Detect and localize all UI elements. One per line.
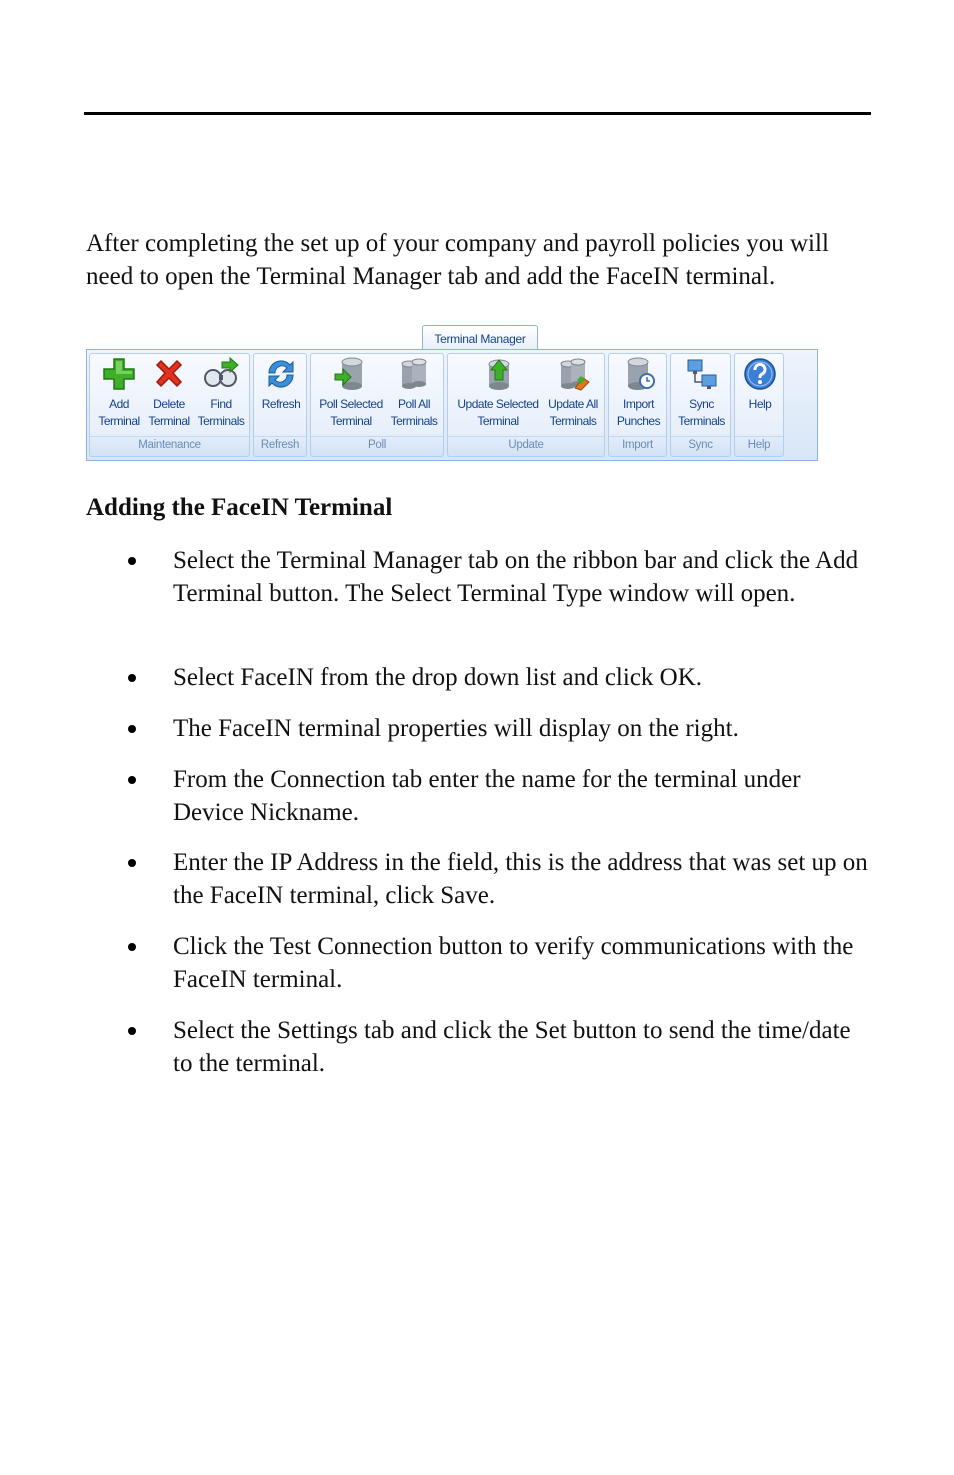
list-item-text: Click the Test Connection button to verify communications with the FaceIN terminal. bbox=[173, 933, 854, 993]
group-label: Help bbox=[747, 439, 771, 451]
import-punches-button[interactable] bbox=[611, 356, 666, 434]
network-icon bbox=[684, 356, 720, 392]
bullet bbox=[128, 557, 136, 565]
button-label: Help bbox=[748, 397, 772, 411]
list-item-text: The FaceIN terminal properties will display on the right. bbox=[173, 715, 739, 742]
database-icon bbox=[396, 356, 432, 392]
ribbon-bar bbox=[86, 349, 818, 461]
refresh-button[interactable] bbox=[256, 356, 306, 434]
bullet bbox=[128, 943, 136, 951]
list-item-text: Select the Terminal Manager tab on the ribbon bar and click the Add Terminal button. The Select Terminal Type window will open. bbox=[173, 547, 859, 607]
button-label: Update All Terminals bbox=[548, 397, 598, 428]
help-icon bbox=[742, 356, 778, 392]
group-poll bbox=[310, 353, 444, 457]
button-label: Poll All Terminals bbox=[390, 397, 438, 428]
button-label: Update Selected Terminal bbox=[457, 397, 539, 428]
button-label: Sync Terminals bbox=[678, 397, 725, 428]
group-sync bbox=[670, 353, 731, 457]
group-refresh bbox=[253, 353, 307, 457]
button-label: Refresh bbox=[261, 397, 301, 411]
update-all-terminals-button[interactable] bbox=[544, 356, 602, 434]
database-icon bbox=[333, 356, 369, 392]
help-button[interactable] bbox=[737, 356, 783, 434]
group-label: Poll bbox=[368, 439, 386, 451]
update-selected-terminal-button[interactable] bbox=[452, 356, 544, 434]
button-label: Find Terminals bbox=[197, 397, 245, 428]
list-item bbox=[173, 930, 868, 996]
bullet bbox=[128, 674, 136, 682]
delete-icon bbox=[151, 356, 187, 392]
header-rule bbox=[84, 112, 871, 115]
find-terminals-button[interactable] bbox=[194, 356, 248, 434]
refresh-icon bbox=[263, 356, 299, 392]
group-import bbox=[608, 353, 667, 457]
group-label: Import bbox=[622, 439, 653, 451]
group-label: Refresh bbox=[260, 439, 300, 451]
group-label: Sync bbox=[688, 439, 713, 451]
group-update bbox=[447, 353, 605, 457]
sync-terminals-button[interactable] bbox=[673, 356, 730, 434]
group-label: Maintenance bbox=[138, 439, 201, 451]
list-item bbox=[173, 544, 868, 610]
button-label: Delete Terminal bbox=[148, 397, 190, 428]
intro-paragraph: After completing the set up of your company and payroll policies you will need to open the Terminal Manager tab and add the FaceIN terminal. bbox=[86, 230, 829, 290]
button-label: Import Punches bbox=[616, 397, 661, 428]
button-label: Poll Selected Terminal bbox=[319, 397, 383, 428]
list-item-text: Enter the IP Address in the field, this is the address that was set up on the FaceIN terminal, click Save. bbox=[173, 849, 868, 909]
database-icon bbox=[480, 356, 516, 392]
group-maintenance bbox=[89, 353, 250, 457]
database-icon bbox=[555, 356, 591, 392]
add-icon bbox=[101, 356, 137, 392]
group-help bbox=[734, 353, 784, 457]
bullet bbox=[128, 776, 136, 784]
group-label: Update bbox=[508, 439, 544, 451]
list-item-text: Select the Settings tab and click the Set button to send the time/date to the terminal. bbox=[173, 1017, 851, 1077]
ribbon-screenshot bbox=[86, 325, 820, 463]
poll-selected-terminal-button[interactable] bbox=[315, 356, 387, 434]
bullet bbox=[128, 1027, 136, 1035]
tab-terminal-manager[interactable]: Terminal Manager bbox=[422, 325, 538, 351]
list-item bbox=[173, 846, 868, 912]
delete-terminal-button[interactable] bbox=[144, 356, 194, 434]
section-heading: Adding the FaceIN Terminal bbox=[86, 494, 393, 521]
add-terminal-button[interactable] bbox=[94, 356, 144, 434]
list-item-text: From the Connection tab enter the name for the terminal under Device Nickname. bbox=[173, 766, 801, 826]
bullet bbox=[128, 859, 136, 867]
list-item-text: Select FaceIN from the drop down list and click OK. bbox=[173, 664, 703, 691]
list-item bbox=[173, 1014, 868, 1080]
list-item bbox=[173, 763, 868, 829]
bullet bbox=[128, 725, 136, 733]
list-item bbox=[173, 661, 868, 694]
list-item bbox=[173, 712, 868, 745]
button-label: Add Terminal bbox=[98, 397, 140, 428]
find-icon bbox=[202, 356, 240, 392]
database-clock-icon bbox=[621, 356, 657, 392]
poll-all-terminals-button[interactable] bbox=[387, 356, 441, 434]
